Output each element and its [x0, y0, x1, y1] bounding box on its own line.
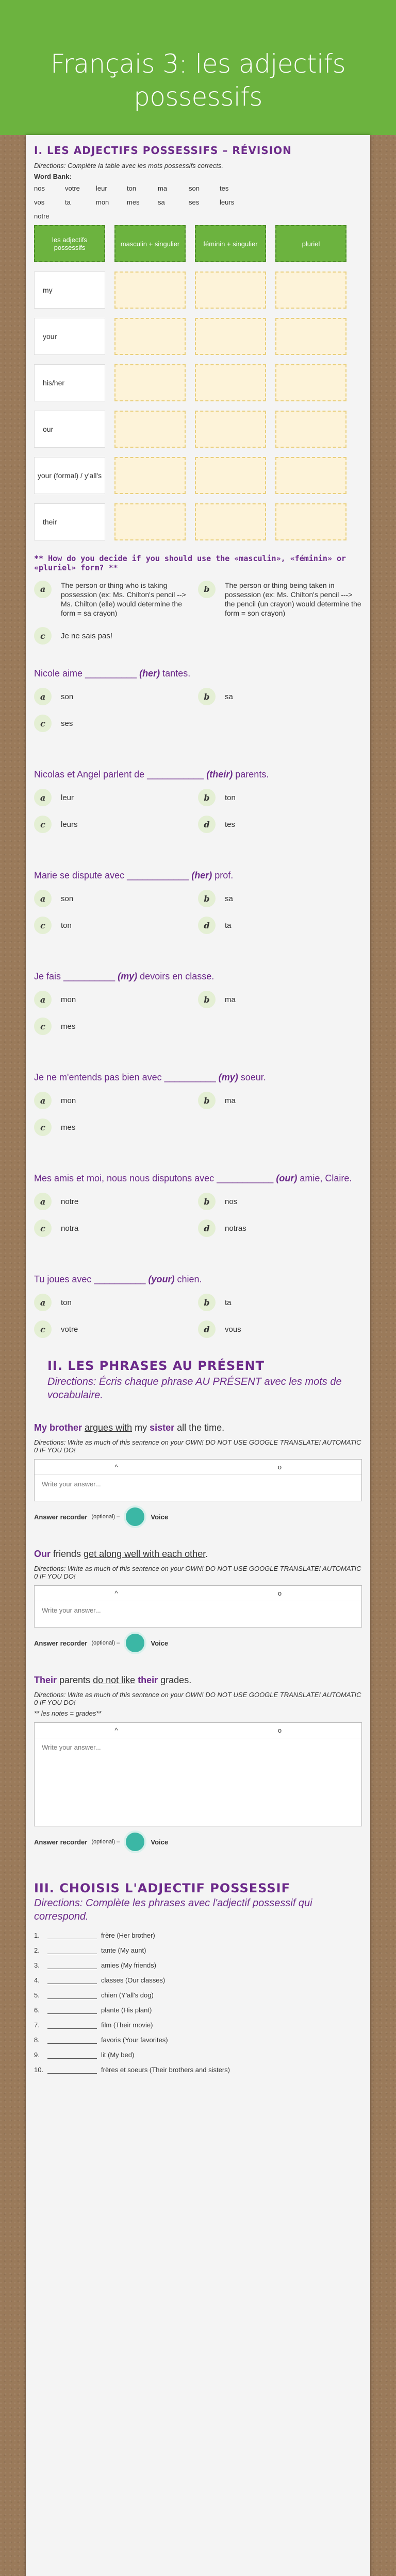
option-letter-d: d — [198, 917, 216, 934]
option-letter-a: a — [34, 581, 52, 598]
question-hint: (their) — [206, 769, 233, 779]
question-blank: __________ — [85, 668, 137, 679]
question-post: prof. — [212, 870, 234, 880]
option-text: leur — [61, 793, 74, 802]
option-letter-c: c — [34, 715, 52, 732]
option-a[interactable] — [34, 1193, 198, 1210]
option-c[interactable] — [34, 715, 198, 732]
question-pre: Je ne m'entends pas bien avec — [34, 1072, 164, 1082]
question-post: amie, Claire. — [297, 1173, 352, 1183]
mc-question-5 — [34, 1071, 362, 1136]
option-text: ta — [225, 921, 232, 930]
answer-options — [34, 991, 362, 1035]
row-label: their — [34, 503, 105, 540]
option-text: notras — [225, 1224, 246, 1233]
question-hint: (your) — [148, 1274, 175, 1284]
blank-input[interactable] — [47, 1962, 97, 1969]
option-a[interactable] — [34, 1092, 198, 1109]
option-c[interactable] — [34, 816, 198, 833]
option-text: The person or thing being taken in possession (ex: Ms. Chilton's pencil ---> the pencil (un crayon) would determine the form = son crayon) — [225, 581, 361, 617]
option-a[interactable] — [34, 789, 198, 806]
question-blank: __________ — [164, 1072, 216, 1082]
question-post: tantes. — [160, 668, 191, 679]
word-bank-item: mes — [127, 198, 140, 206]
drop-cell[interactable] — [114, 272, 186, 309]
sentence-part: Our — [34, 1549, 51, 1559]
grades-note: ** les notes = grades** — [34, 1709, 102, 1717]
sentence-part: their — [138, 1675, 158, 1685]
section1-directions: Directions: Complète la table avec les mots possessifs corrects. — [34, 162, 224, 170]
option-c[interactable] — [34, 1219, 198, 1237]
sentence-directions: Directions: Write as much of this sentence on your OWN! DO NOT USE GOOGLE TRANSLATE! AUTOMATIC 0 IF YOU DO! — [34, 1565, 361, 1580]
accent-toolbar — [35, 1723, 361, 1738]
option-a[interactable] — [34, 991, 198, 1008]
table-row — [34, 364, 362, 401]
table-row — [34, 272, 362, 309]
answer-recorder — [34, 1831, 362, 1853]
item-text: tante (My aunt) — [101, 1946, 146, 1954]
option-text: notre — [61, 1197, 79, 1206]
question-pre: Je fais — [34, 971, 64, 981]
sentence-part: Their — [34, 1675, 57, 1685]
option-a[interactable] — [34, 890, 198, 907]
record-voice-icon[interactable] — [124, 1505, 146, 1528]
word-bank — [34, 184, 362, 220]
word-bank-item: sa — [158, 198, 165, 206]
question-hint: (her) — [139, 668, 160, 679]
sentence-question-2 — [34, 1549, 362, 1654]
section3-directions: Directions: Complète les phrases avec l'adjectif possessif qui correspond. — [34, 1897, 312, 1922]
item-number: 8. — [34, 2036, 40, 2044]
answer-options — [34, 1294, 362, 1338]
sentence-part: My brother — [34, 1422, 82, 1433]
option-text: leurs — [61, 820, 78, 829]
drop-cell[interactable] — [275, 411, 346, 448]
item-number: 10. — [34, 2066, 44, 2074]
sentence-text — [34, 1549, 362, 1560]
drop-cell[interactable] — [275, 318, 346, 355]
question-pre: Nicole aime — [34, 668, 86, 679]
blank-input[interactable] — [47, 2022, 97, 2029]
word-bank-item: ma — [158, 184, 168, 192]
option-text: ta — [225, 1298, 232, 1307]
option-text: ma — [225, 1096, 236, 1105]
list-item — [34, 1946, 362, 1954]
option-text: ses — [61, 719, 73, 728]
question-text — [34, 667, 362, 680]
option-c[interactable] — [34, 1018, 198, 1035]
sentence-part: sister — [150, 1422, 175, 1433]
option-letter-d: d — [198, 1219, 216, 1237]
table-header-cell: féminin + singulier — [195, 225, 266, 262]
mc-question-6 — [34, 1172, 362, 1237]
row-label: his/her — [34, 364, 105, 401]
option-letter-b: b — [198, 1294, 216, 1311]
list-item — [34, 1976, 362, 1984]
option-letter-b: b — [198, 688, 216, 705]
mc-question-7 — [34, 1273, 362, 1338]
blank-input[interactable] — [47, 2052, 97, 2059]
option-letter-c: c — [34, 1018, 52, 1035]
option-letter-b: b — [198, 1092, 216, 1109]
question-text — [34, 1273, 362, 1285]
option-a[interactable] — [34, 688, 198, 705]
option-d[interactable] — [198, 1219, 362, 1237]
sentence-part: . — [205, 1549, 208, 1559]
item-text: frère (Her brother) — [101, 1931, 155, 1939]
option-letter-a: a — [34, 789, 52, 806]
table-header-cell: masculin + singulier — [114, 225, 186, 262]
drop-cell[interactable] — [275, 364, 346, 401]
section1-title: I. LES ADJECTIFS POSSESSIFS – RÉVISION — [34, 144, 292, 157]
table-header-row — [34, 225, 362, 262]
option-text: ton — [61, 1298, 72, 1307]
answer-box — [34, 1459, 362, 1501]
option-letter-b: b — [198, 991, 216, 1008]
item-text: classes (Our classes) — [101, 1976, 166, 1984]
answer-recorder — [34, 1632, 362, 1654]
table-row — [34, 457, 362, 494]
blank-input[interactable] — [47, 1932, 97, 1939]
option-b[interactable] — [198, 1092, 362, 1109]
question-hint: (her) — [191, 870, 212, 880]
item-text: amies (My friends) — [101, 1961, 156, 1969]
option-text: mon — [61, 995, 76, 1004]
accent-toolbar — [35, 1586, 361, 1601]
drop-cell[interactable] — [114, 318, 186, 355]
question-text — [34, 869, 362, 882]
recorder-label: Answer recorder — [34, 1838, 88, 1846]
option-text: nos — [225, 1197, 238, 1206]
answer-options — [34, 1092, 362, 1136]
word-bank-item: ton — [127, 184, 137, 192]
table-header-cell: les adjectifs possessifs — [34, 225, 105, 262]
sentence-question-1 — [34, 1422, 362, 1528]
circumflex-button[interactable]: ^ — [114, 1726, 118, 1734]
drop-cell[interactable] — [114, 457, 186, 494]
option-b[interactable] — [198, 789, 362, 806]
record-voice-icon[interactable] — [124, 1831, 146, 1853]
option-text: mes — [61, 1123, 76, 1132]
question-post: devoirs en classe. — [137, 971, 214, 981]
question-text — [34, 768, 362, 781]
sentence-part: grades. — [158, 1675, 192, 1685]
list-item — [34, 2036, 362, 2044]
option-b[interactable] — [198, 1193, 362, 1210]
word-bank-item: nos — [34, 184, 45, 192]
sentence-text — [34, 1422, 362, 1433]
mc-question-1 — [34, 667, 362, 732]
option-letter-c: c — [34, 1219, 52, 1237]
voice-label: Voice — [151, 1639, 169, 1647]
question-post: chien. — [174, 1274, 202, 1284]
drop-cell[interactable] — [275, 272, 346, 309]
circumflex-button[interactable]: ^ — [114, 1589, 118, 1597]
question-text — [34, 970, 362, 982]
option-letter-d: d — [198, 816, 216, 833]
option-text: ton — [225, 793, 236, 802]
option-text: votre — [61, 1325, 78, 1334]
option-d[interactable] — [198, 1320, 362, 1338]
option-a[interactable] — [34, 581, 198, 618]
option-letter-a: a — [34, 1193, 52, 1210]
record-voice-icon[interactable] — [124, 1632, 146, 1654]
item-text: film (Their movie) — [101, 2021, 153, 2029]
accent-toolbar — [35, 1460, 361, 1475]
recorder-label: Answer recorder — [34, 1639, 88, 1647]
question-pre: Tu joues avec — [34, 1274, 94, 1284]
question-text — [34, 1071, 362, 1083]
recorder-optional: (optional) – — [91, 1640, 120, 1646]
option-text: tes — [225, 820, 236, 829]
mc-question-4 — [34, 970, 362, 1035]
drop-cell[interactable] — [275, 503, 346, 540]
item-number: 1. — [34, 1931, 40, 1939]
option-b[interactable] — [198, 581, 362, 618]
table-row — [34, 318, 362, 355]
option-text: The person or thing who is taking possession (ex: Ms. Chilton's pencil --> Ms. Chilton (elle) would determine the form = sa crayon) — [61, 581, 186, 617]
item-text: chien (Y'all's dog) — [101, 1991, 154, 1999]
question-hint: (my) — [218, 1072, 238, 1082]
question-pre: Mes amis et moi, nous nous disputons avec — [34, 1173, 217, 1183]
fill-in-list — [34, 1931, 362, 2074]
mc-question-2 — [34, 768, 362, 833]
option-c[interactable] — [34, 917, 198, 934]
option-letter-b: b — [198, 1193, 216, 1210]
option-text: Je ne sais pas! — [61, 631, 113, 640]
option-letter-a: a — [34, 1092, 52, 1109]
question-text — [34, 1172, 362, 1184]
answer-recorder — [34, 1505, 362, 1528]
sentence-directions: Directions: Write as much of this sentence on your OWN! DO NOT USE GOOGLE TRANSLATE! AUTOMATIC 0 IF YOU DO! — [34, 1691, 361, 1706]
row-label: my — [34, 272, 105, 309]
blank-input[interactable] — [47, 2066, 97, 2074]
sentence-part: do not like — [93, 1675, 136, 1685]
option-d[interactable] — [198, 816, 362, 833]
option-text: vous — [225, 1325, 241, 1334]
list-item — [34, 1961, 362, 1969]
question-post: parents. — [233, 769, 269, 779]
word-bank-label: Word Bank: — [34, 173, 72, 180]
item-text: lit (My bed) — [101, 2051, 135, 2059]
option-c[interactable] — [34, 1320, 198, 1338]
item-number: 3. — [34, 1961, 40, 1969]
option-b[interactable] — [198, 991, 362, 1008]
mc-question-3 — [34, 869, 362, 934]
answer-box — [34, 1722, 362, 1826]
question-blank: ____________ — [127, 870, 189, 880]
answer-input[interactable] — [35, 1475, 361, 1501]
sentence-part: parents — [57, 1675, 93, 1685]
option-b[interactable] — [198, 1294, 362, 1311]
option-letter-b: b — [198, 581, 216, 598]
option-letter-a: a — [34, 890, 52, 907]
option-c[interactable] — [34, 1118, 198, 1136]
word-bank-item: son — [189, 184, 200, 192]
blank-input[interactable] — [47, 1992, 97, 1999]
question-blank: ___________ — [217, 1173, 274, 1183]
sentence-part: friends — [51, 1549, 84, 1559]
question-hint: (my) — [118, 971, 138, 981]
answer-input[interactable] — [35, 1738, 361, 1826]
drop-cell[interactable] — [195, 364, 266, 401]
recorder-optional: (optional) – — [91, 1514, 120, 1520]
possessive-table — [34, 225, 362, 540]
option-b[interactable] — [198, 688, 362, 705]
drop-cell[interactable] — [275, 457, 346, 494]
row-label: your (formal) / y'all's — [34, 457, 105, 494]
option-letter-c: c — [34, 627, 52, 645]
list-item — [34, 1991, 362, 1999]
item-number: 2. — [34, 1946, 40, 1954]
voice-label: Voice — [151, 1513, 169, 1521]
word-bank-item: mon — [96, 198, 109, 206]
worksheet — [26, 135, 370, 2576]
answer-options — [34, 581, 362, 645]
answer-options — [34, 688, 362, 732]
answer-options — [34, 890, 362, 934]
list-item — [34, 2051, 362, 2059]
item-text: plante (His plant) — [101, 2006, 152, 2014]
option-text: mon — [61, 1096, 76, 1105]
table-row — [34, 411, 362, 448]
option-text: ma — [225, 995, 236, 1004]
option-text: mes — [61, 1022, 76, 1031]
answer-input[interactable] — [35, 1601, 361, 1627]
recorder-optional: (optional) – — [91, 1839, 120, 1845]
list-item — [34, 2021, 362, 2029]
section3-title: III. CHOISIS L'ADJECTIF POSSESSIF — [34, 1881, 290, 1895]
row-label: your — [34, 318, 105, 355]
sentence-question-3 — [34, 1675, 362, 1853]
question-text: ** How do you decide if you should use the «masculin», «féminin» or «pluriel» form? ** — [34, 554, 346, 572]
drop-cell[interactable] — [114, 503, 186, 540]
word-bank-item: ses — [189, 198, 200, 206]
page-title: Français 3: les adjectifs possessifs — [50, 49, 346, 112]
item-text: frères et soeurs (Their brothers and sisters) — [101, 2066, 230, 2074]
option-text: sa — [225, 692, 233, 701]
drop-cell[interactable] — [114, 411, 186, 448]
item-number: 6. — [34, 2006, 40, 2014]
option-letter-b: b — [198, 789, 216, 806]
option-c[interactable] — [34, 627, 198, 645]
blank-input[interactable] — [47, 2007, 97, 2014]
blank-input[interactable] — [47, 1947, 97, 1954]
sentence-part: all the time. — [174, 1422, 225, 1433]
blank-input[interactable] — [47, 1977, 97, 1984]
item-number: 7. — [34, 2021, 40, 2029]
item-number: 5. — [34, 1991, 40, 1999]
option-letter-a: a — [34, 991, 52, 1008]
recorder-label: Answer recorder — [34, 1513, 88, 1521]
circumflex-button[interactable]: ^ — [114, 1463, 118, 1471]
question-pre: Nicolas et Angel parlent de — [34, 769, 147, 779]
word-bank-item: ta — [65, 198, 71, 206]
degree-button[interactable]: o — [277, 1589, 282, 1597]
answer-options — [34, 1193, 362, 1237]
word-bank-item: leurs — [220, 198, 235, 206]
drop-cell[interactable] — [114, 364, 186, 401]
sentence-text — [34, 1675, 362, 1686]
option-letter-b: b — [198, 890, 216, 907]
sentence-part: my — [132, 1422, 150, 1433]
row-label: our — [34, 411, 105, 448]
option-letter-c: c — [34, 917, 52, 934]
sentence-part: argues with — [85, 1422, 133, 1433]
option-text: notra — [61, 1224, 79, 1233]
option-text: sa — [225, 894, 233, 903]
drop-cell[interactable] — [195, 318, 266, 355]
list-item — [34, 2066, 362, 2074]
option-letter-d: d — [198, 1320, 216, 1338]
drop-cell[interactable] — [195, 503, 266, 540]
word-bank-item: tes — [220, 184, 229, 192]
item-text: favoris (Your favorites) — [101, 2036, 168, 2044]
option-text: son — [61, 894, 74, 903]
item-number: 4. — [34, 1976, 40, 1984]
answer-box — [34, 1585, 362, 1628]
sentence-part: get along well with each other — [84, 1549, 206, 1559]
item-number: 9. — [34, 2051, 40, 2059]
option-b[interactable] — [198, 890, 362, 907]
option-d[interactable] — [198, 917, 362, 934]
sentence-directions: Directions: Write as much of this sentence on your OWN! DO NOT USE GOOGLE TRANSLATE! AUTOMATIC 0 IF YOU DO! — [34, 1438, 361, 1454]
word-bank-item: leur — [96, 184, 107, 192]
option-letter-a: a — [34, 1294, 52, 1311]
word-bank-item: votre — [65, 184, 80, 192]
voice-label: Voice — [151, 1838, 169, 1846]
question-pre: Marie se dispute avec — [34, 870, 127, 880]
drop-cell[interactable] — [195, 411, 266, 448]
option-text: ton — [61, 921, 72, 930]
question-post: soeur. — [238, 1072, 266, 1082]
question-blank: __________ — [94, 1274, 146, 1284]
option-a[interactable] — [34, 1294, 198, 1311]
option-letter-c: c — [34, 1320, 52, 1338]
degree-button[interactable]: o — [277, 1726, 282, 1734]
word-bank-item: vos — [34, 198, 45, 206]
answer-options — [34, 789, 362, 833]
drop-cell[interactable] — [195, 457, 266, 494]
option-text: son — [61, 692, 74, 701]
question-blank: __________ — [63, 971, 116, 981]
blank-input[interactable] — [47, 2037, 97, 2044]
option-letter-c: c — [34, 1118, 52, 1136]
option-letter-c: c — [34, 816, 52, 833]
list-item — [34, 2006, 362, 2014]
section2-directions: Directions: Écris chaque phrase AU PRÉSENT avec les mots de vocabulaire. — [47, 1376, 342, 1401]
degree-button[interactable]: o — [277, 1463, 282, 1471]
drop-cell[interactable] — [195, 272, 266, 309]
option-letter-a: a — [34, 688, 52, 705]
table-header-cell: pluriel — [275, 225, 346, 262]
concept-question — [34, 554, 362, 645]
section2-title: II. LES PHRASES AU PRÉSENT — [47, 1359, 265, 1373]
page-header — [0, 0, 396, 135]
list-item — [34, 1931, 362, 1939]
question-hint: (our) — [276, 1173, 298, 1183]
question-blank: ___________ — [147, 769, 204, 779]
table-row — [34, 503, 362, 540]
word-bank-item: notre — [34, 212, 50, 220]
